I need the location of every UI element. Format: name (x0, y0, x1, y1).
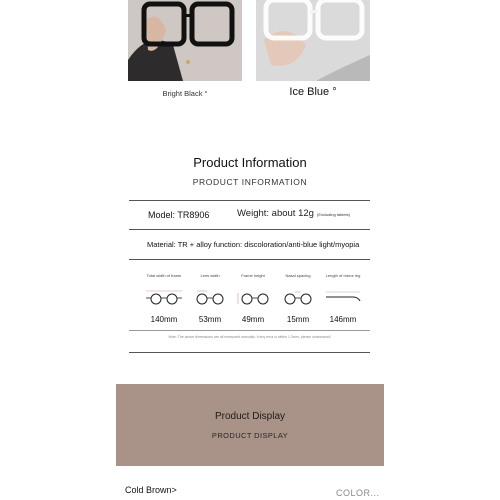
black-frame-photo (128, 0, 242, 81)
dimension-caption: Length of mirror leg (325, 273, 361, 278)
frame-height-icon (233, 289, 273, 305)
divider (129, 200, 370, 201)
nasal-spacing-icon (278, 289, 318, 305)
product-info-subtitle: PRODUCT INFORMATION (192, 177, 308, 187)
model-label: Model: TR8906 (148, 210, 210, 220)
dimension-value: 140mm (150, 315, 178, 324)
frame-total-width-icon (144, 289, 184, 305)
measurement-note: Note: The above dimensions are all measured manually. If any error is within 1-3mm, please understand! (168, 335, 331, 339)
dimension-caption: Nasal spacing (285, 273, 311, 278)
product-info-title: Product Information (193, 155, 307, 170)
color-variant-link[interactable]: Cold Brown> (125, 485, 177, 495)
color-watermark: COLOR... (336, 488, 380, 498)
product-display-banner (116, 384, 384, 466)
product-display-subtitle: PRODUCT DISPLAY (211, 431, 289, 440)
dimension-frame-height (230, 273, 276, 324)
dimension-nasal-spacing (275, 273, 321, 324)
divider (129, 229, 370, 230)
dimension-value: 49mm (241, 315, 265, 324)
swatch-label-ice-blue: Ice Blue ° (289, 86, 337, 98)
product-display-title: Product Display (214, 411, 286, 422)
dimension-value: 146mm (329, 315, 357, 324)
dimension-lens-width (187, 273, 233, 324)
swatch-label-bright-black: Bright Black ° (162, 89, 208, 98)
lens-width-icon (190, 289, 230, 305)
dimension-value: 15mm (286, 315, 310, 324)
divider (129, 259, 370, 260)
dimension-total-width (141, 273, 187, 324)
dimension-value: 53mm (198, 315, 222, 324)
weight-note: (Excluding tablets) (317, 212, 350, 217)
ice-blue-frame-photo (256, 0, 370, 81)
dimension-caption: Frame height (241, 273, 265, 278)
dimension-caption: Lens width (200, 273, 220, 278)
temple-length-icon (323, 289, 363, 305)
material-label: Material: TR + alloy function: discoloration/anti-blue light/myopia (147, 240, 360, 249)
dimension-temple-length (320, 273, 366, 324)
dimension-caption: Total width of frame (146, 273, 182, 278)
weight-label: Weight: about 12g (237, 208, 314, 219)
divider (129, 330, 370, 331)
divider (129, 352, 370, 353)
